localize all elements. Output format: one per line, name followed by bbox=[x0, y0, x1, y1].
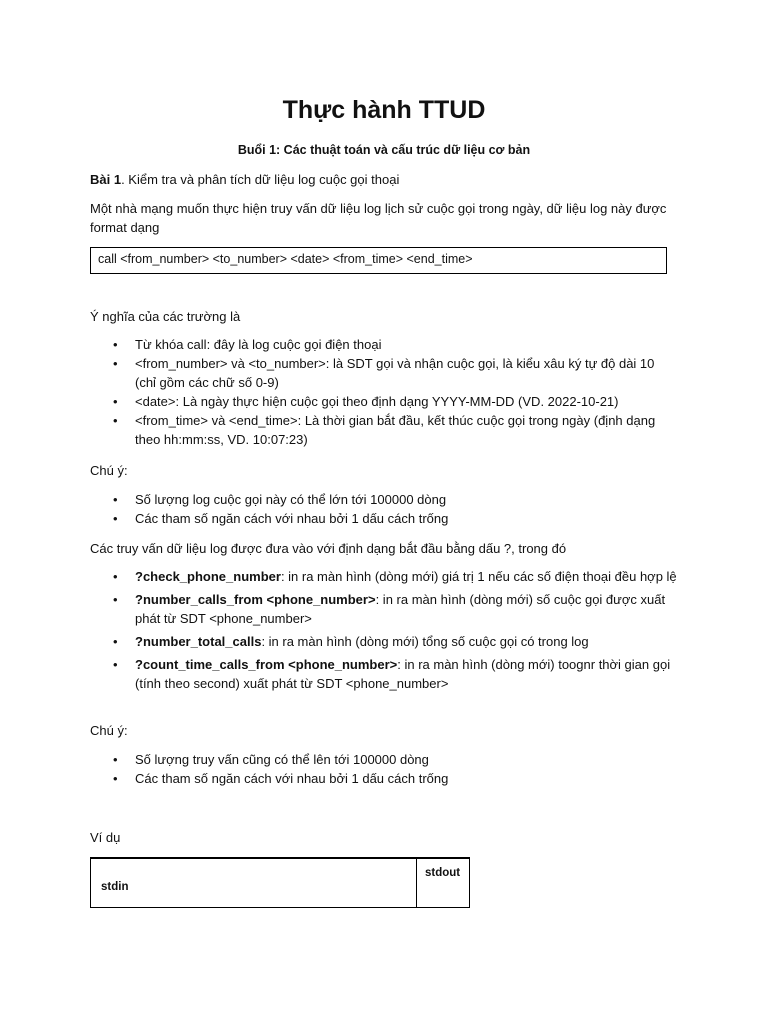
query-command: ?number_total_calls bbox=[135, 634, 262, 649]
list-item: • <from_number> và <to_number>: là SDT gọi và nhận cuộc gọi, là kiểu xâu ký tự độ dài 10 (chỉ gồm các chữ số 0-9) bbox=[113, 356, 655, 390]
queries-list bbox=[90, 567, 678, 697]
list-item: • Từ khóa call: đây là log cuộc gọi điện thoại bbox=[113, 337, 382, 352]
exercise-intro-line2: format dạng bbox=[90, 220, 160, 235]
bullet-icon: • bbox=[113, 356, 118, 371]
bullet-icon: • bbox=[113, 413, 118, 428]
bullet-icon: • bbox=[113, 592, 118, 607]
bullet-icon: • bbox=[113, 569, 118, 584]
list-item: • Số lượng truy vấn cũng có thể lên tới 100000 dòng bbox=[113, 752, 429, 767]
query-command: ?number_calls_from <phone_number> bbox=[135, 592, 376, 607]
bullet-icon: • bbox=[113, 511, 118, 526]
bullet-icon: • bbox=[113, 752, 118, 767]
list-item: • ?number_calls_from <phone_number>: in ra màn hình (dòng mới) số cuộc gọi được xuất phát từ SDT <phone_number> bbox=[113, 592, 666, 626]
example-heading: Ví dụ bbox=[90, 830, 121, 845]
note1-list bbox=[90, 490, 678, 528]
stdout-label: stdout bbox=[425, 867, 461, 879]
list-item: • Số lượng log cuộc gọi này có thể lớn tới 100000 dòng bbox=[113, 492, 447, 507]
stdin-cell bbox=[91, 859, 417, 907]
note1-heading: Chú ý: bbox=[90, 463, 128, 478]
list-item: • ?check_phone_number: in ra màn hình (dòng mới) giá trị 1 nếu các số điện thoại đều hợp lệ bbox=[113, 569, 677, 584]
document-subtitle: Buổi 1: Các thuật toán và cấu trúc dữ liệu cơ bản bbox=[237, 143, 531, 157]
log-format-text: call <from_number> <to_number> <date> <from_time> <end_time> bbox=[98, 252, 473, 266]
bullet-icon: • bbox=[113, 657, 118, 672]
list-item: • Các tham số ngăn cách với nhau bởi 1 dấu cách trống bbox=[113, 771, 449, 786]
exercise-heading bbox=[90, 170, 399, 189]
bullet-icon: • bbox=[113, 492, 118, 507]
fields-list bbox=[90, 335, 678, 449]
list-item: • <from_time> và <end_time>: Là thời gian bắt đầu, kết thúc cuộc gọi trong ngày (định dạng theo hh:mm:ss, VD. 10:07:23) bbox=[113, 413, 656, 447]
stdout-cell bbox=[417, 859, 469, 907]
list-item: • ?count_time_calls_from <phone_number>: in ra màn hình (dòng mới) toognr thời gian gọi (tính theo second) xuất phát từ SDT <phone_number> bbox=[113, 657, 671, 691]
bullet-icon: • bbox=[113, 771, 118, 786]
fields-heading: Ý nghĩa của các trường là bbox=[90, 309, 241, 324]
note2-list bbox=[90, 750, 678, 788]
example-table bbox=[90, 857, 470, 908]
queries-intro: Các truy vấn dữ liệu log được đưa vào với định dạng bắt đầu bằng dấu ?, trong đó bbox=[90, 541, 567, 556]
list-item: • Các tham số ngăn cách với nhau bởi 1 dấu cách trống bbox=[113, 511, 449, 526]
list-item: • ?number_total_calls: in ra màn hình (dòng mới) tổng số cuộc gọi có trong log bbox=[113, 634, 589, 649]
list-item: • <date>: Là ngày thực hiện cuộc gọi theo định dạng YYYY-MM-DD (VD. 2022-10-21) bbox=[113, 394, 619, 409]
note2-heading: Chú ý: bbox=[90, 723, 128, 738]
exercise-label: Bài 1 bbox=[90, 172, 122, 187]
stdin-label: stdin bbox=[101, 881, 129, 893]
bullet-icon: • bbox=[113, 337, 118, 352]
query-command: ?count_time_calls_from <phone_number> bbox=[135, 657, 398, 672]
log-format-box bbox=[90, 247, 667, 274]
document-title: Thực hành TTUD bbox=[282, 96, 486, 124]
query-command: ?check_phone_number bbox=[135, 569, 281, 584]
bullet-icon: • bbox=[113, 394, 118, 409]
bullet-icon: • bbox=[113, 634, 118, 649]
exercise-intro-line1: Một nhà mạng muốn thực hiện truy vấn dữ liệu log lịch sử cuộc gọi trong ngày, dữ liệu log này được bbox=[90, 201, 667, 216]
exercise-title: . Kiểm tra và phân tích dữ liệu log cuộc gọi thoại bbox=[121, 172, 400, 187]
